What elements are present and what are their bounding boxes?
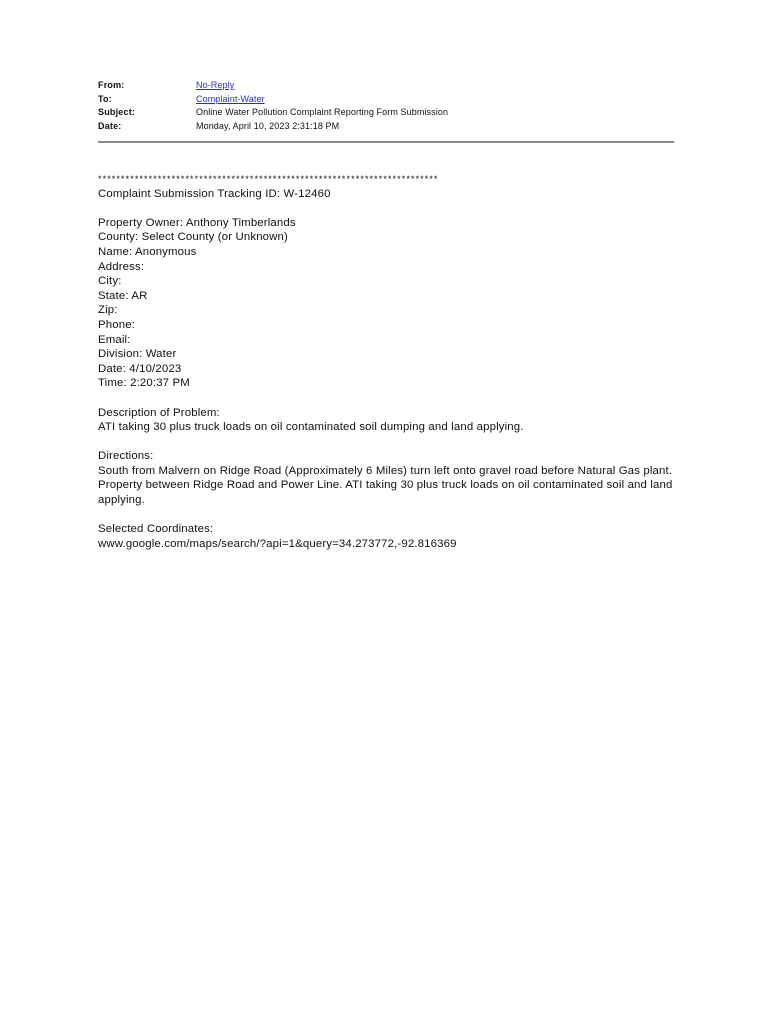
description-label: Description of Problem: <box>98 406 220 419</box>
coordinates-url: www.google.com/maps/search/?api=1&query=34.273772,-92.816369 <box>98 537 457 550</box>
directions-label: Directions: <box>98 450 154 463</box>
city: City: <box>98 275 122 288</box>
email: Email: <box>98 333 131 346</box>
state: State: AR <box>98 289 148 302</box>
directions-text: South from Malvern on Ridge Road (Approximately 6 Miles) turn left onto gravel road before Natural Gas plant. Property between Ridge Road and Power Line. ATI taking 30 plus truck loads on oil contaminated soil and land applying. <box>98 464 673 507</box>
from-label: From: <box>98 80 125 90</box>
subject-value: Online Water Pollution Complaint Reporting Form Submission <box>196 107 449 117</box>
property-owner: Property Owner: Anthony Timberlands <box>98 216 296 229</box>
from-row <box>98 79 678 93</box>
from-link[interactable]: No-Reply <box>196 80 235 90</box>
header-divider <box>98 141 674 143</box>
asterisk-separator: ************************************************************************** <box>98 174 439 184</box>
county: County: Select County (or Unknown) <box>98 231 288 244</box>
email-header <box>98 79 678 133</box>
spacer <box>98 508 673 523</box>
email-body <box>98 172 673 551</box>
name: Name: Anonymous <box>98 245 197 258</box>
subject-row <box>98 106 678 120</box>
spacer <box>98 201 673 216</box>
phone: Phone: <box>98 318 136 331</box>
to-link[interactable]: Complaint-Water <box>196 93 265 104</box>
zip: Zip: <box>98 304 118 317</box>
spacer <box>98 435 673 450</box>
date-label: Date: <box>98 120 122 131</box>
to-row <box>98 93 678 107</box>
address: Address: <box>98 260 145 273</box>
subject-label: Subject: <box>98 107 136 117</box>
to-label: To: <box>98 93 112 104</box>
coordinates-label: Selected Coordinates: <box>98 523 214 536</box>
spacer <box>98 391 673 406</box>
date-row <box>98 120 678 134</box>
date-value: Monday, April 10, 2023 2:31:18 PM <box>196 120 340 131</box>
division: Division: Water <box>98 348 177 361</box>
tracking-id: Complaint Submission Tracking ID: W-12460 <box>98 187 331 200</box>
description-text: ATI taking 30 plus truck loads on oil contaminated soil dumping and land applying. <box>98 421 524 434</box>
date: Date: 4/10/2023 <box>98 362 182 375</box>
time: Time: 2:20:37 PM <box>98 377 190 390</box>
